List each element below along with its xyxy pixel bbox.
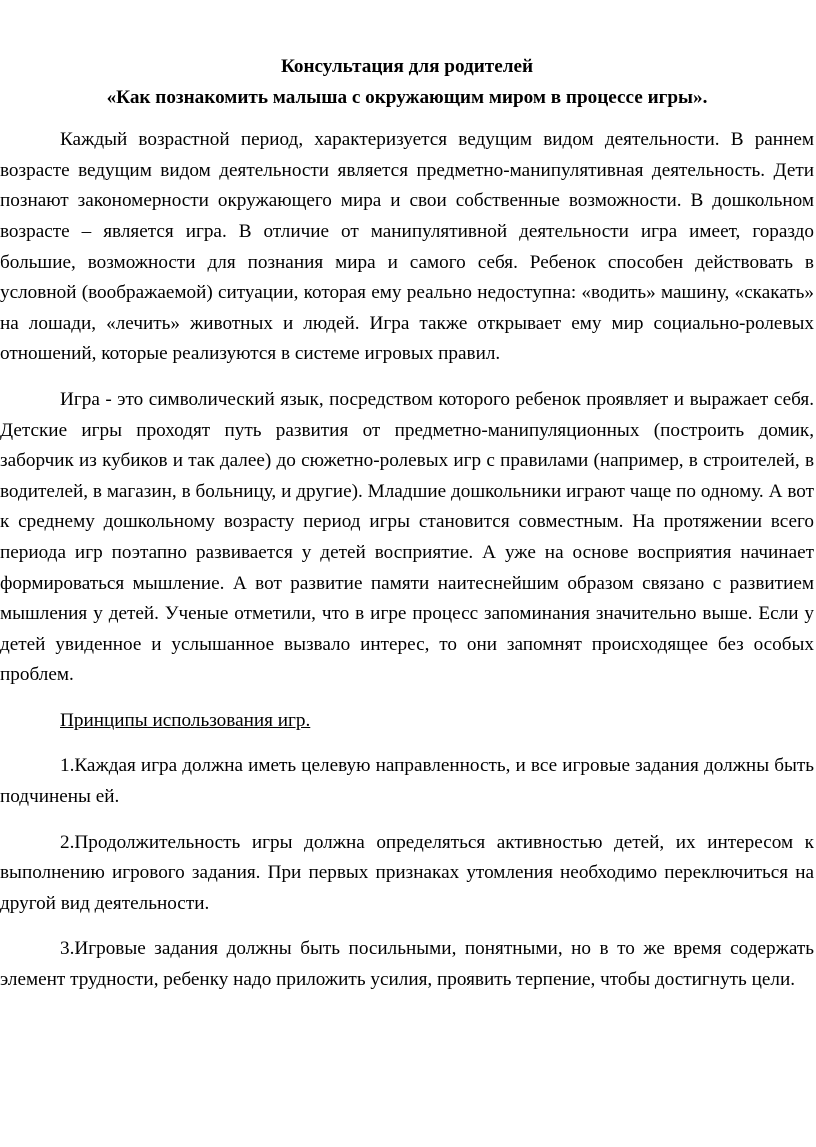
title-line-1: Консультация для родителей [280,56,534,77]
principle-item-3: 3.Игровые задания должны быть посильными, понятными, но в то же время содержать элемент трудности, ребенку надо приложить усилия, проявить терпение, чтобы достигнуть цели. [0,938,814,991]
principles-heading: Принципы использования игр. [60,709,311,731]
title-line-2: «Как познакомить малыша с окружающим миром в процессе игры». [106,86,708,108]
principle-item-1: 1.Каждая игра должна иметь целевую направленность, и все игровые задания должны быть подчинены ей. [0,755,814,808]
paragraph-1: Каждый возрастной период, характеризуется ведущим видом деятельности. В раннем возрасте ведущим видом деятельности является предметно-манипулятивная деятельность. Дети познают закономерности окружающего мира и свои собственные возможности. В дошкольном возрасте – является игра. В отличие от манипулятивной деятельности игра имеет, гораздо большие, возможности для познания мира и самого себя. Ребенок способен действовать в условной (воображаемой) ситуации, которая ему реально недоступна: «водить» машину, «скакать» на лошади, «лечить» животных и людей. Игра также открывает ему мир социально-ролевых отношений, которые реализуются в системе игровых правил. [0,129,814,365]
paragraph-2: Игра - это символический язык, посредством которого ребенок проявляет и выражает себя. Детские игры проходят путь развития от предметно-манипуляционных (построить домик, заборчик из кубиков и так далее) до сюжетно-ролевых игр с правилами (например, в строителей, в водителей, в магазин, в больницу, и другие). Младшие дошкольники играют чаще по одному. А вот к среднему дошкольному возрасту период игры становится совместным. На протяжении всего периода игр поэтапно развивается у детей восприятие. А уже на основе восприятия начинает формироваться мышление. А вот развитие памяти наитеснейшим образом связано с развитием мышления у детей. Ученые отметили, что в игре процесс запоминания значительно выше. Если у детей увиденное и услышанное вызвало интерес, то они запомнят происходящее без особых проблем. [0,388,814,686]
principle-item-2: 2.Продолжительность игры должна определяться активностью детей, их интересом к выполнению игрового задания. При первых признаках утомления необходимо переключиться на другой вид деятельности. [0,831,814,914]
document-title [0,52,814,113]
